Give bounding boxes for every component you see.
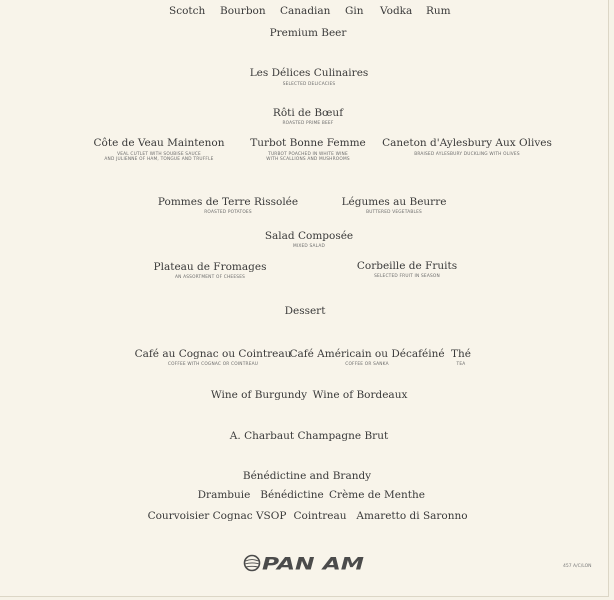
- entree-turbot-subtitle: TURBOT POACHED IN WHITE WINE WITH SCALLIONS AND MUSHROOMS: [266, 152, 350, 163]
- beer-heading: Premium Beer: [269, 27, 347, 39]
- liqueurs-title: Bénédictine and Brandy: [242, 470, 372, 482]
- brand-wordmark: PAN AM: [262, 554, 365, 572]
- salad-title: Salad Composée: [264, 230, 354, 242]
- side-vegetables-subtitle: BUTTERED VEGETABLES: [366, 210, 422, 215]
- entree-veal-subtitle: VEAL CUTLET WITH SOUBISE SAUCE AND JULIENNE OF HAM, TONGUE AND TRUFFLE: [104, 152, 214, 163]
- tea-title: Thé: [451, 348, 471, 360]
- fruit-title: Corbeille de Fruits: [356, 260, 458, 272]
- roast-subtitle: ROASTED PRIME BEEF: [282, 121, 334, 126]
- entree-turbot-title: Turbot Bonne Femme: [250, 137, 366, 149]
- liqueur-creme-de-menthe: Crème de Menthe: [329, 489, 425, 501]
- coffee-american-title: Café Américain ou Décaféiné: [289, 348, 445, 360]
- spirit-scotch: Scotch: [169, 5, 206, 17]
- entree-duckling-subtitle: BRAISED AYLESBURY DUCKLING WITH OLIVES: [414, 152, 520, 157]
- salad-subtitle: MIXED SALAD: [293, 244, 325, 249]
- liqueur-benedictine: Bénédictine: [260, 489, 324, 501]
- coffee-cognac-title: Café au Cognac ou Cointreau: [134, 348, 292, 360]
- spirit-vodka: Vodka: [380, 5, 413, 17]
- delicacies-subtitle: SELECTED DELICACIES: [282, 82, 336, 87]
- liqueur-amaretto: Amaretto di Saronno: [356, 510, 468, 522]
- spirit-gin: Gin: [345, 5, 364, 17]
- wine-bordeaux: Wine of Bordeaux: [312, 389, 408, 401]
- liqueur-courvoisier: Courvoisier Cognac VSOP: [147, 510, 287, 522]
- entree-veal-title: Côte de Veau Maintenon: [93, 137, 225, 149]
- champagne-heading: A. Charbaut Champagne Brut: [229, 430, 389, 442]
- side-potatoes-title: Pommes de Terre Rissolée: [157, 196, 299, 208]
- cheese-title: Plateau de Fromages: [153, 261, 267, 273]
- roast-title: Rôti de Bœuf: [272, 107, 344, 119]
- wine-burgundy: Wine of Burgundy: [210, 389, 308, 401]
- spirit-bourbon: Bourbon: [220, 5, 266, 17]
- coffee-cognac-subtitle: COFFEE WITH COGNAC OR COINTREAU: [167, 362, 259, 367]
- cheese-subtitle: AN ASSORTMENT OF CHEESES: [174, 275, 246, 280]
- dessert-heading: Dessert: [284, 305, 326, 317]
- side-vegetables-title: Légumes au Beurre: [341, 196, 447, 208]
- liqueur-cointreau: Cointreau: [293, 510, 347, 522]
- entree-duckling-title: Caneton d'Aylesbury Aux Olives: [382, 137, 552, 149]
- side-potatoes-subtitle: ROASTED POTATOES: [204, 210, 252, 215]
- coffee-american-subtitle: COFFEE OR SANKA: [345, 362, 389, 367]
- menu-code: 457 A/C/LON: [563, 564, 592, 569]
- pan-am-logo: [243, 554, 369, 572]
- spirit-rum: Rum: [426, 5, 451, 17]
- fruit-subtitle: SELECTED FRUIT IN SEASON: [374, 274, 440, 279]
- delicacies-title: Les Délices Culinaires: [249, 67, 369, 79]
- spirit-canadian: Canadian: [280, 5, 331, 17]
- tea-subtitle: TEA: [456, 362, 466, 367]
- liqueur-drambuie: Drambuie: [197, 489, 251, 501]
